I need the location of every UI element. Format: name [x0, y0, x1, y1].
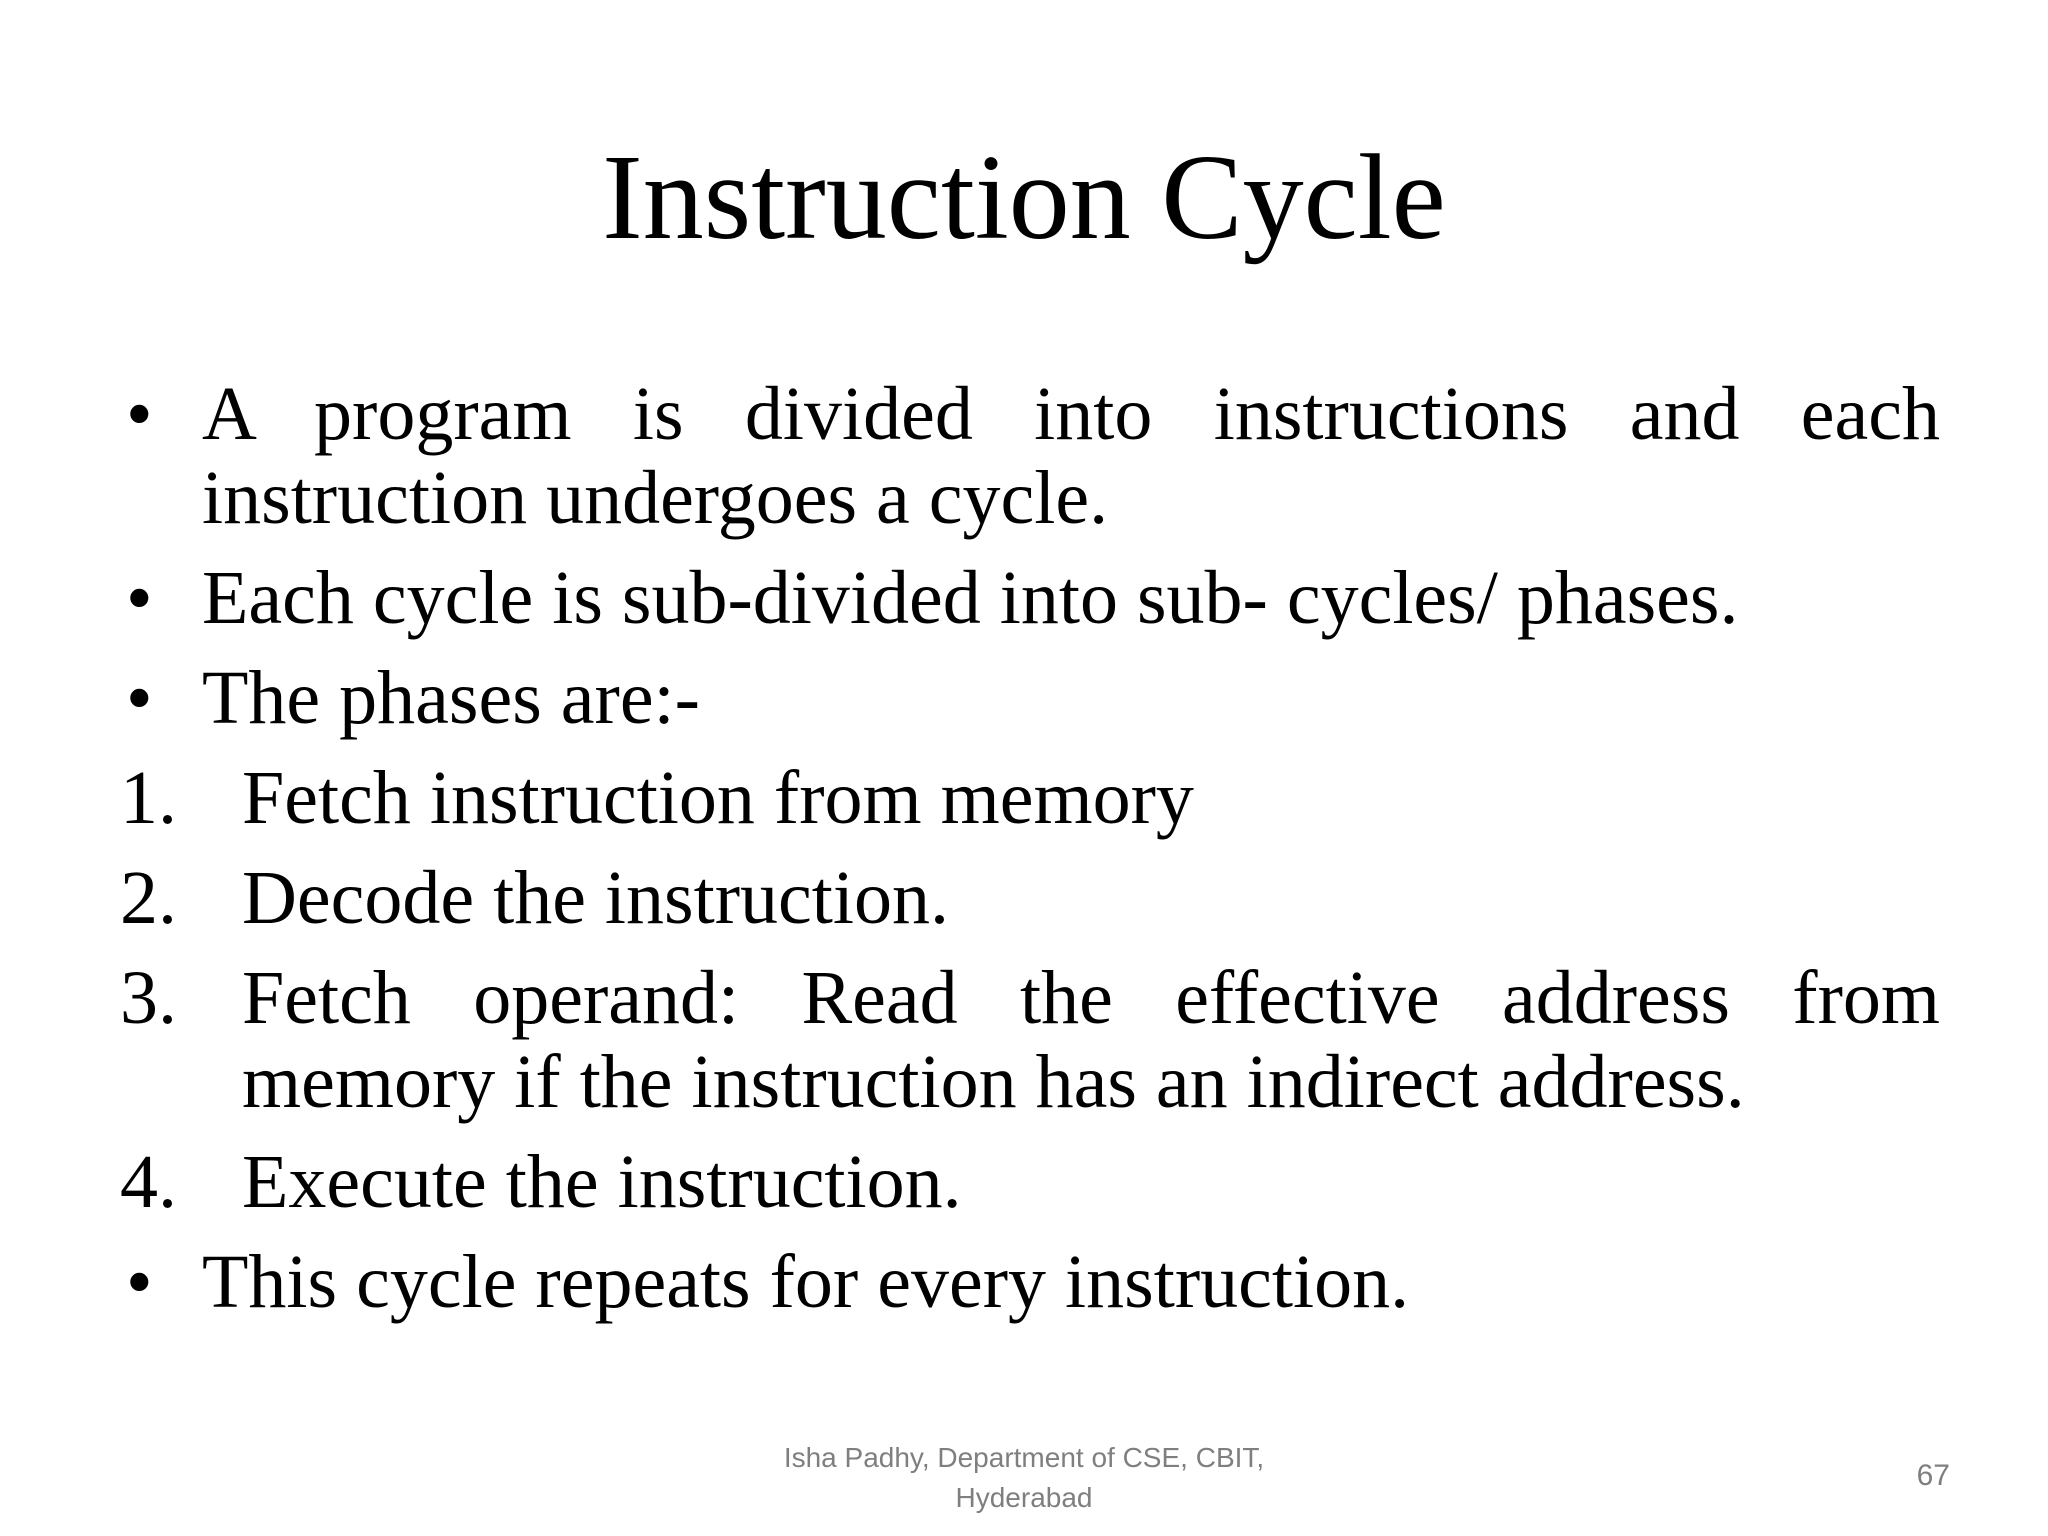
bullet-marker: • [126, 556, 153, 640]
list-item-text: Each cycle is sub-divided into sub- cycles/ phases. [202, 556, 1739, 640]
page-number: 67 [1916, 1459, 1950, 1492]
list-item-text: Fetch operand: Read the effective address from memory if the instruction has an indirect address. [242, 956, 1940, 1124]
list-item-text: Execute the instruction. [242, 1140, 962, 1224]
slide-title: Instruction Cycle [602, 130, 1446, 265]
list-item-text: The phases are:- [202, 656, 700, 740]
numbered-item [120, 956, 1940, 1124]
list-item-text: Fetch instruction from memory [242, 756, 1194, 840]
list-item-text: Decode the instruction. [242, 856, 950, 940]
list-item [120, 556, 1940, 640]
number-marker: 4. [120, 1140, 177, 1224]
list-item [120, 656, 1940, 740]
list-item [120, 1240, 1940, 1324]
bullet-marker: • [126, 1240, 153, 1324]
list-item-text: A program is divided into instructions and each instruction undergoes a cycle. [202, 372, 1940, 540]
slide-body [120, 372, 1940, 1340]
number-marker: 2. [120, 856, 177, 940]
list-item-text: This cycle repeats for every instruction. [202, 1240, 1410, 1324]
slide-footer [724, 1438, 1324, 1518]
footer-location: Hyderabad [955, 1482, 1093, 1513]
numbered-item [120, 756, 1940, 840]
list-item [120, 372, 1940, 540]
footer-author: Isha Padhy, Department of CSE, CBIT, [783, 1442, 1265, 1473]
numbered-item [120, 856, 1940, 940]
number-marker: 3. [120, 956, 177, 1040]
numbered-item [120, 1140, 1940, 1224]
bullet-marker: • [126, 372, 153, 456]
number-marker: 1. [120, 756, 177, 840]
bullet-marker: • [126, 656, 153, 740]
